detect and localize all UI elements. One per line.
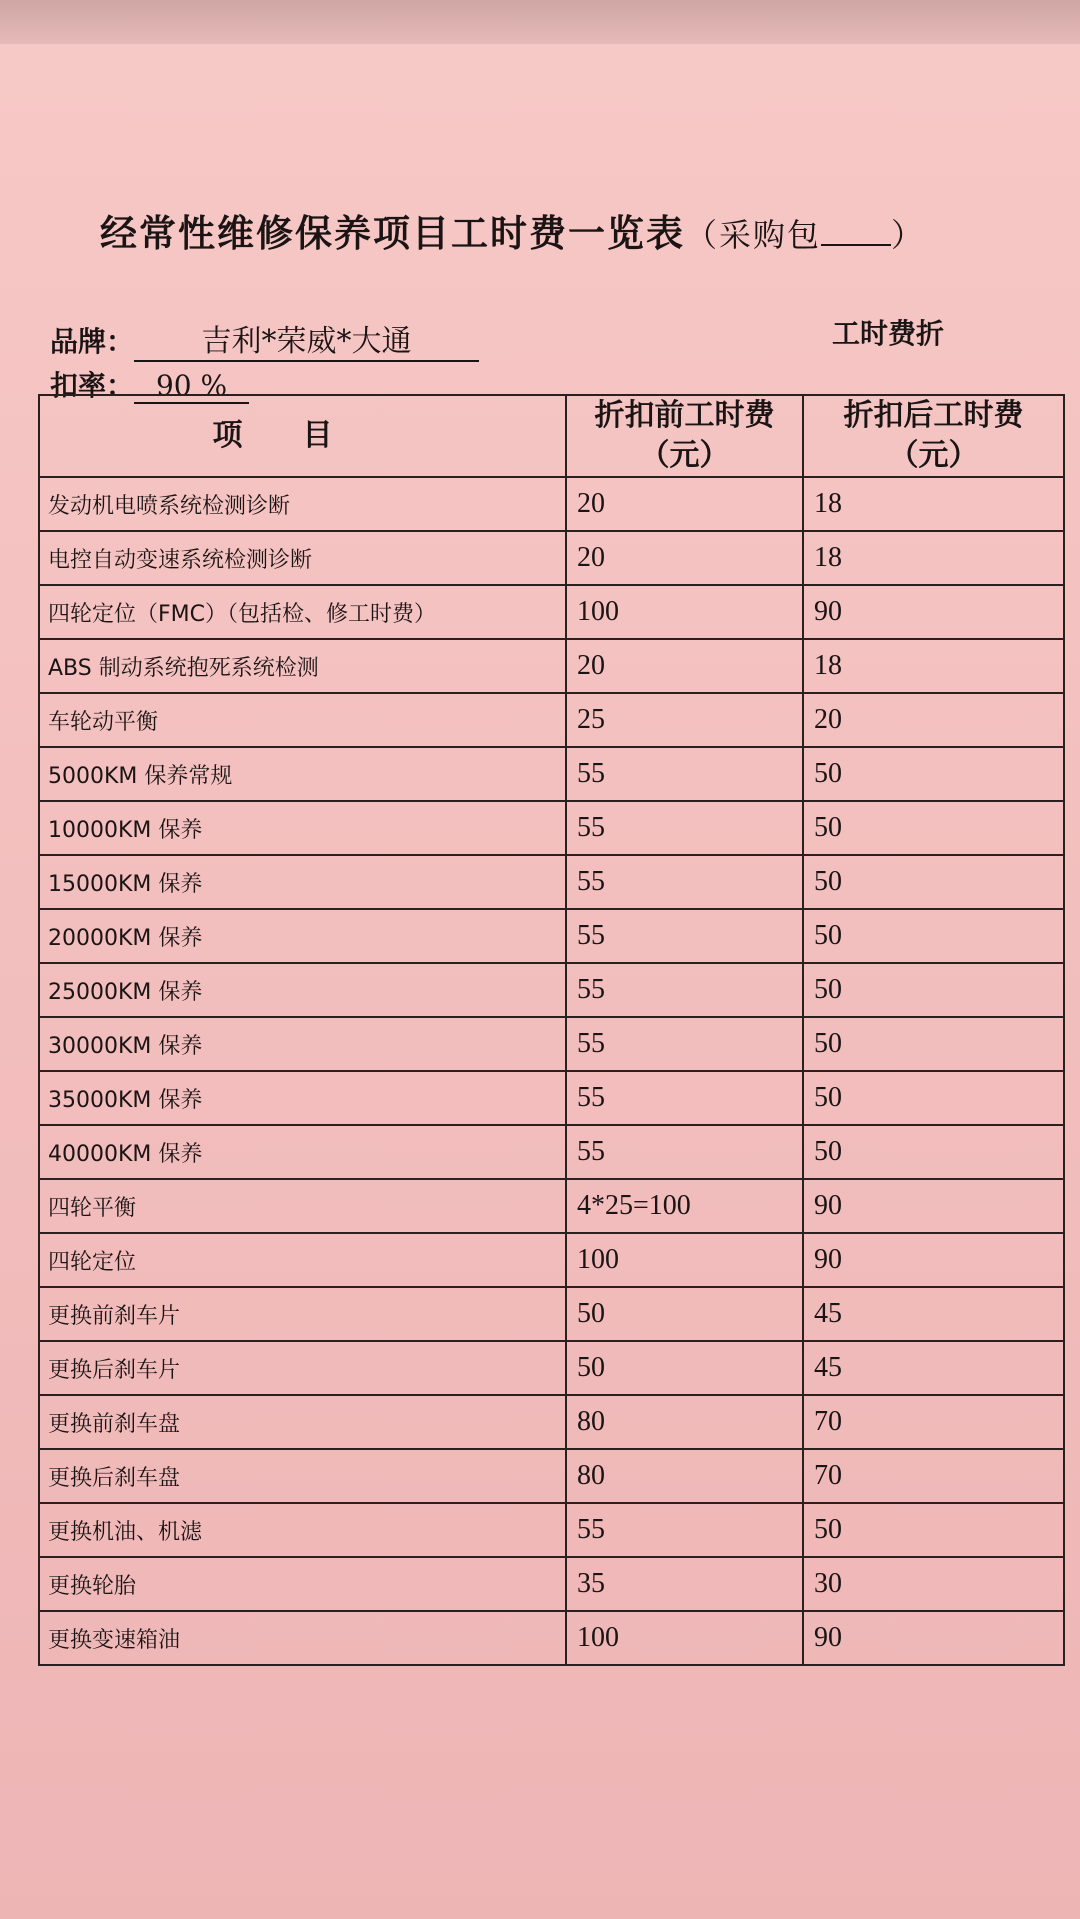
item-cell: 电控自动变速系统检测诊断 (39, 531, 566, 585)
before-cell: 55 (566, 1071, 803, 1125)
table-row (39, 1503, 1064, 1557)
table-row (39, 747, 1064, 801)
item-cell: 更换轮胎 (39, 1557, 566, 1611)
photo-background-strip (0, 0, 1080, 44)
before-cell: 80 (566, 1449, 803, 1503)
item-cell: ABS 制动系统抱死系统检测 (39, 639, 566, 693)
before-cell: 50 (566, 1341, 803, 1395)
table-row (39, 1179, 1064, 1233)
item-cell: 10000KM 保养 (39, 801, 566, 855)
before-cell: 25 (566, 693, 803, 747)
item-cell: 5000KM 保养常规 (39, 747, 566, 801)
item-cell: 40000KM 保养 (39, 1125, 566, 1179)
item-cell: 更换前刹车片 (39, 1287, 566, 1341)
table-row (39, 909, 1064, 963)
item-cell: 15000KM 保养 (39, 855, 566, 909)
table-row (39, 855, 1064, 909)
item-cell: 四轮平衡 (39, 1179, 566, 1233)
before-cell: 35 (566, 1557, 803, 1611)
brand-value: 吉利*荣威*大通 (134, 316, 479, 362)
before-cell: 4*25=100 (566, 1179, 803, 1233)
item-cell: 四轮定位（FMC）（包括检、修工时费） (39, 585, 566, 639)
before-cell: 55 (566, 963, 803, 1017)
item-cell: 35000KM 保养 (39, 1071, 566, 1125)
after-cell: 45 (803, 1341, 1064, 1395)
item-cell: 20000KM 保养 (39, 909, 566, 963)
table-row (39, 1287, 1064, 1341)
purchase-package-blank (821, 218, 891, 246)
after-cell: 18 (803, 531, 1064, 585)
document-title (100, 203, 925, 257)
after-cell: 18 (803, 477, 1064, 531)
after-cell: 50 (803, 909, 1064, 963)
table-row (39, 1341, 1064, 1395)
table-row (39, 639, 1064, 693)
before-cell: 100 (566, 1233, 803, 1287)
brand-label: 品牌： (50, 325, 135, 358)
table-row (39, 801, 1064, 855)
table-row (39, 1071, 1064, 1125)
after-cell: 20 (803, 693, 1064, 747)
after-cell: 70 (803, 1449, 1064, 1503)
before-cell: 55 (566, 1017, 803, 1071)
brand-line (50, 316, 479, 362)
table-row (39, 1611, 1064, 1665)
table-row (39, 1017, 1064, 1071)
before-cell: 55 (566, 855, 803, 909)
after-cell: 50 (803, 963, 1064, 1017)
before-cell: 55 (566, 909, 803, 963)
item-cell: 30000KM 保养 (39, 1017, 566, 1071)
title-suffix: （采购包 ） (685, 216, 926, 254)
item-cell: 发动机电喷系统检测诊断 (39, 477, 566, 531)
header-item: 项目 (39, 395, 566, 477)
after-cell: 50 (803, 1071, 1064, 1125)
item-cell: 25000KM 保养 (39, 963, 566, 1017)
side-note: 工时费折 (832, 317, 945, 350)
table-row (39, 585, 1064, 639)
table-body (39, 477, 1064, 1665)
before-cell: 20 (566, 531, 803, 585)
header-before: 折扣前工时费 （元） (566, 395, 803, 477)
after-cell: 18 (803, 639, 1064, 693)
labor-fee-table (38, 394, 1065, 1666)
after-cell: 90 (803, 1233, 1064, 1287)
table-row (39, 1395, 1064, 1449)
before-cell: 20 (566, 639, 803, 693)
before-cell: 55 (566, 747, 803, 801)
item-cell: 更换后刹车盘 (39, 1449, 566, 1503)
before-cell: 50 (566, 1287, 803, 1341)
item-cell: 更换变速箱油 (39, 1611, 566, 1665)
after-cell: 50 (803, 1017, 1064, 1071)
after-cell: 50 (803, 747, 1064, 801)
before-cell: 100 (566, 585, 803, 639)
table-row (39, 1449, 1064, 1503)
table-row (39, 963, 1064, 1017)
table-row (39, 531, 1064, 585)
title-text: 经常性维修保养项目工时费一览表 (100, 211, 685, 255)
before-cell: 55 (566, 801, 803, 855)
after-cell: 90 (803, 585, 1064, 639)
after-cell: 50 (803, 801, 1064, 855)
after-cell: 90 (803, 1611, 1064, 1665)
before-cell: 20 (566, 477, 803, 531)
item-cell: 更换后刹车片 (39, 1341, 566, 1395)
before-cell: 100 (566, 1611, 803, 1665)
item-cell: 更换前刹车盘 (39, 1395, 566, 1449)
item-cell: 更换机油、机滤 (39, 1503, 566, 1557)
after-cell: 50 (803, 1125, 1064, 1179)
table-row (39, 693, 1064, 747)
table-header-row (39, 395, 1064, 477)
after-cell: 90 (803, 1179, 1064, 1233)
after-cell: 30 (803, 1557, 1064, 1611)
before-cell: 80 (566, 1395, 803, 1449)
before-cell: 55 (566, 1503, 803, 1557)
table-row (39, 1233, 1064, 1287)
table-row (39, 1125, 1064, 1179)
rate-label: 扣率： (50, 369, 135, 402)
after-cell: 50 (803, 1503, 1064, 1557)
item-cell: 车轮动平衡 (39, 693, 566, 747)
table-row (39, 1557, 1064, 1611)
after-cell: 45 (803, 1287, 1064, 1341)
after-cell: 70 (803, 1395, 1064, 1449)
after-cell: 50 (803, 855, 1064, 909)
before-cell: 55 (566, 1125, 803, 1179)
item-cell: 四轮定位 (39, 1233, 566, 1287)
header-after: 折扣后工时费 （元） (803, 395, 1064, 477)
rate-value: 90 % (134, 369, 249, 404)
table-row (39, 477, 1064, 531)
